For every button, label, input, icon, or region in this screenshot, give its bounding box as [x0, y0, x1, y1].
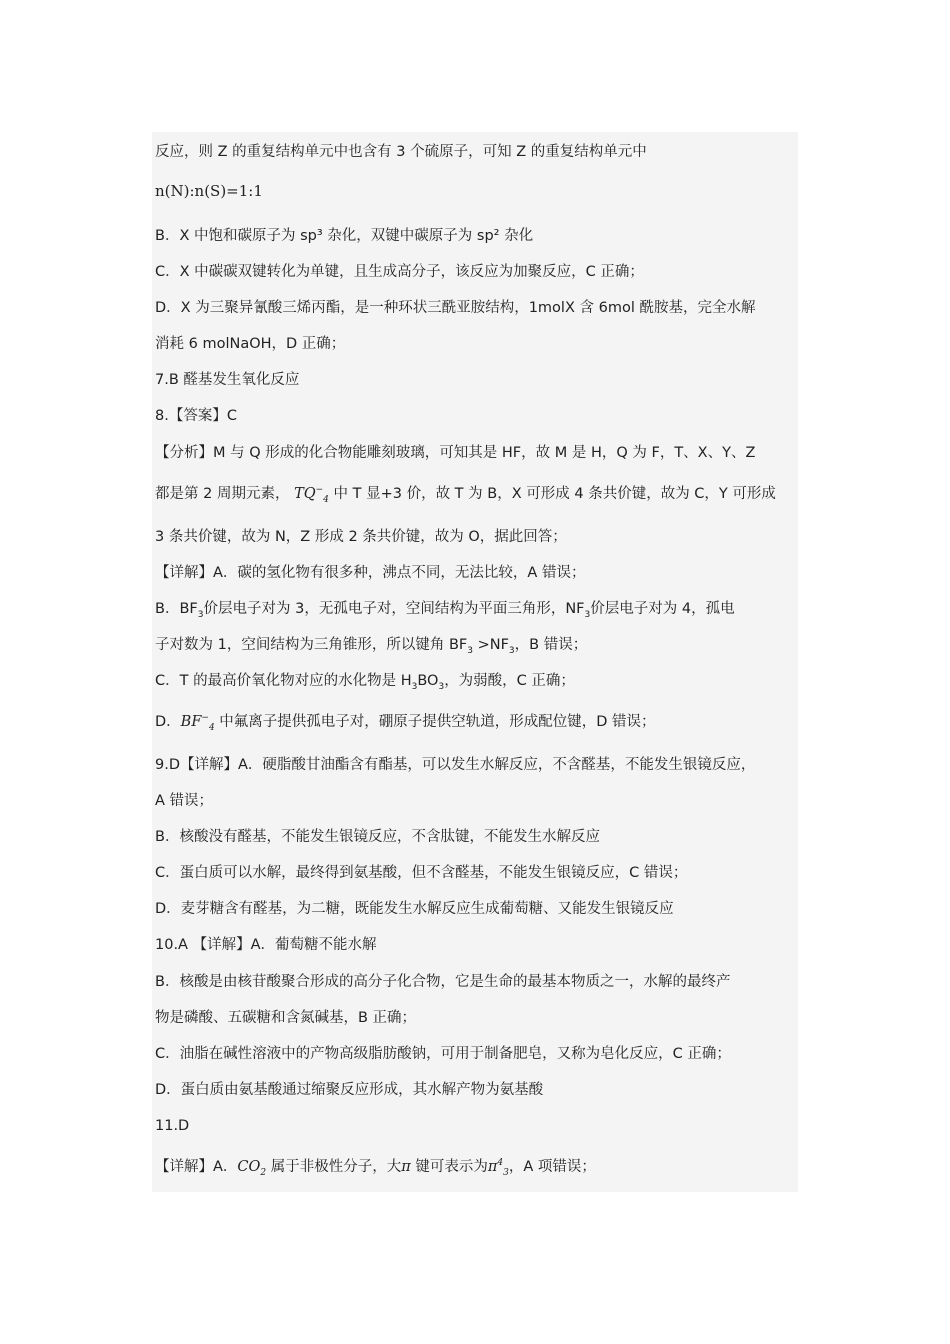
subscript: 3 [584, 609, 591, 620]
text-line-8: 8.【答案】C [155, 408, 237, 424]
text-line-11: 3 条共价键，故为 N，Z 形成 2 条共价键，故为 O，据此回答； [155, 529, 567, 545]
subscript: 3 [508, 645, 515, 656]
text-line-15: C．T 的最高价氧化物对应的水化物是 $H_3BO_3$，为弱酸，C 正确； [155, 673, 575, 692]
subscript: 3 [467, 645, 473, 656]
text-line-20: C．蛋白质可以水解，最终得到氨基酸，但不含醛基，不能发生银镜反应，C 错误； [155, 865, 688, 881]
text-line-9: 【分析】M 与 Q 形成的化合物能雕刻玻璃，可知其是 HF，故 M 是 H，Q 为 F，T、X、Y、Z [155, 445, 756, 461]
text-line-19: B．核酸没有醛基，不能发生银镜反应，不含肽键，不能发生水解反应 [155, 829, 600, 845]
text-line-27: 11.D [155, 1118, 190, 1134]
text-line-22: 10.A 【详解】A．葡萄糖不能水解 [155, 937, 377, 953]
text-line-4: C．X 中碳碳双键转化为单键，且生成高分子，该反应为加聚反应，C 正确； [155, 264, 644, 280]
formula-pi34: $\pi^4_3$ [487, 1158, 509, 1178]
subscript: 3 [197, 609, 204, 620]
text-line-23: B．核酸是由核苷酸聚合形成的高分子化合物，它是生命的最基本物质之一，水解的最终产 [155, 974, 731, 990]
text-line-21: D．麦芽糖含有醛基，为二糖，既能发生水解反应生成葡萄糖、又能发生银镜反应 [155, 901, 674, 917]
text-line-17: 9.D【详解】A．硬脂酸甘油酯含有酯基，可以发生水解反应，不含醛基，不能发生银镜反应， [155, 757, 756, 773]
text-line-1: 反应，则 Z 的重复结构单元中也含有 3 个硫原子，可知 Z 的重复结构单元中 [155, 144, 647, 160]
subscript: 3 [438, 681, 445, 692]
text-line-13: B．$BF_3$价层电子对为 3，无孤电子对，空间结构为平面三角形，$NF_3$价层电子对为 4，孤电 [155, 601, 735, 620]
text-line-28: 【详解】A．$CO_2$ 属于非极性分子，大π 键可表示为$\pi^4_3$，A 项错误； [155, 1158, 596, 1178]
text-line-26: D．蛋白质由氨基酸通过缩聚反应形成，其水解产物为氨基酸 [155, 1082, 544, 1098]
formula-co2: $CO_2$ [237, 1159, 267, 1178]
text-line-6: 消耗 6 molNaOH，D 正确； [155, 336, 346, 352]
text-line-25: C．油脂在碱性溶液中的产物高级脂肪酸钠，可用于制备肥皂，又称为皂化反应，C 正确； [155, 1046, 731, 1062]
text-line-5: D．X 为三聚异氰酸三烯丙酯，是一种环状三酰亚胺结构，1molX 含 6mol 酰胺基，完全水解 [155, 300, 756, 316]
text-segment: 都是第 2 周期元素， [155, 486, 290, 502]
text-line-10 [155, 484, 776, 504]
text-line-3: B．X 中饱和碳原子为 sp³ 杂化，双键中碳原子为 sp² 杂化 [155, 228, 534, 244]
text-segment: 中 T 显+3 价，故 T 为 B，X 可形成 4 条共价键，故为 C，Y 可形成 [333, 486, 776, 502]
document-page [152, 132, 798, 1192]
pi-symbol: π [401, 1159, 411, 1175]
formula-bf4: $BF^-_4$ [180, 713, 215, 733]
subscript: 3 [411, 681, 418, 692]
formula-tq4: $TQ^-_4$ [294, 485, 329, 505]
text-line-7: 7.B 醛基发生氧化反应 [155, 372, 300, 388]
text-line-24: 物是磷酸、五碳糖和含氮碱基，B 正确； [155, 1010, 417, 1026]
text-line-16: D．$BF^-_4$ 中氟离子提供孤电子对，硼原子提供空轨道，形成配位键，D 错误； [155, 713, 656, 733]
text-line-14: 子对数为 1，空间结构为三角锥形，所以键角 $BF_3 >NF_3$，B 错误； [155, 637, 588, 656]
text-line-18: A 错误； [155, 793, 214, 809]
text-line-2-formula: n(N):n(S)=1:1 [155, 182, 263, 200]
text-line-12: 【详解】A．碳的氢化物有很多种，沸点不同，无法比较，A 错误； [155, 565, 586, 581]
